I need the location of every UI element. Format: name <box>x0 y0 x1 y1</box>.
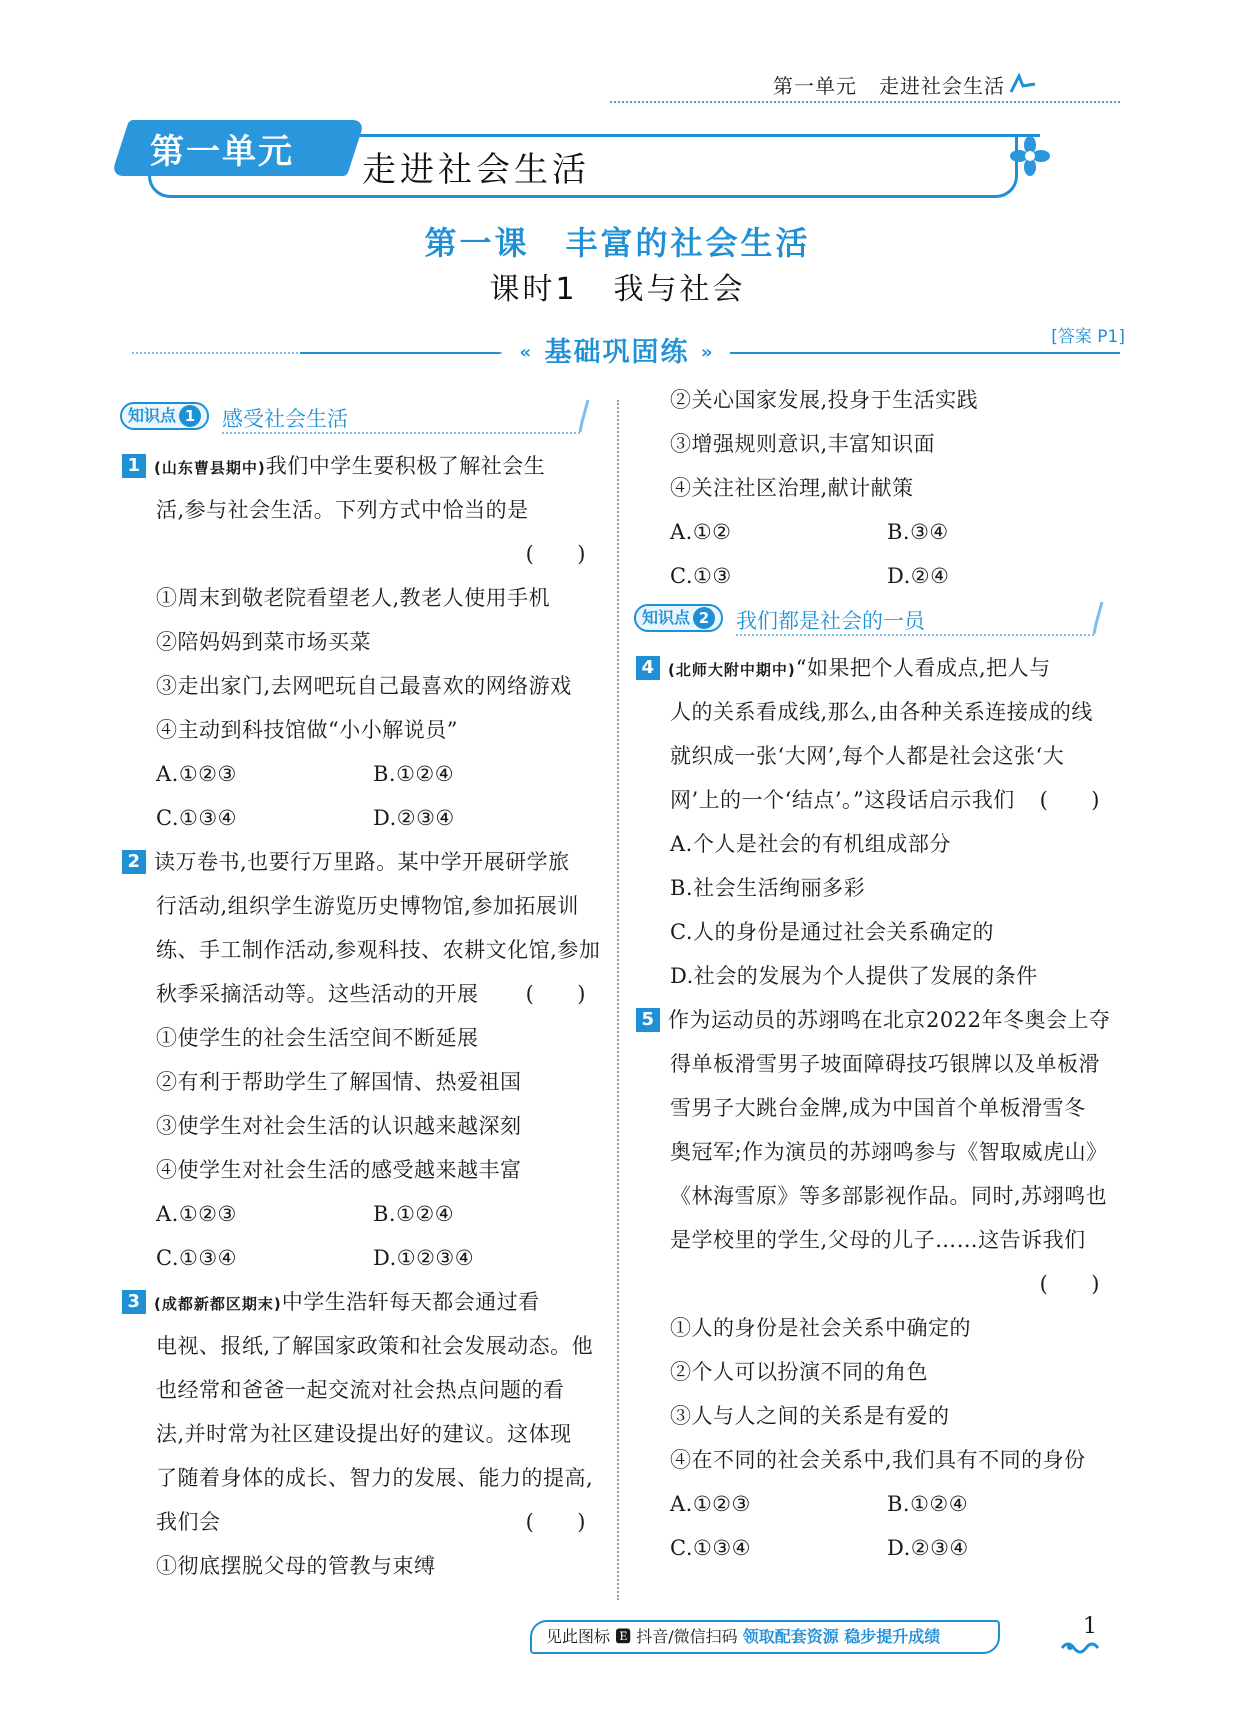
option-d[interactable]: D.①②③④ <box>373 1246 475 1270</box>
question-line: 就织成一张‘大网’,每个人都是社会这张‘大 <box>670 744 1065 768</box>
question-line: 练、手工制作活动,参观科技、农耕文化馆,参加 <box>156 938 601 962</box>
option-c[interactable]: C.①③④ <box>156 1246 237 1270</box>
answer-blank[interactable]: ( ) <box>1039 788 1100 812</box>
footer-promo[interactable] <box>530 1620 1000 1654</box>
question-line: 行活动,组织学生游览历史博物馆,参加拓展训 <box>156 894 579 918</box>
question-source: (成都新都区期末) <box>154 1295 282 1313</box>
knowledge-point-badge <box>120 402 209 430</box>
question-line <box>120 972 590 1016</box>
option-d[interactable]: D.②④ <box>887 564 950 588</box>
question-number: 2 <box>122 850 146 874</box>
statement-item: ③使学生对社会生活的认识越来越深刻 <box>156 1114 522 1138</box>
chevron-left-icon: « <box>519 342 534 363</box>
lesson-name: 丰富的社会生活 <box>565 224 811 262</box>
option-row <box>120 1192 590 1236</box>
option-row <box>634 510 1104 554</box>
running-head <box>773 70 1005 99</box>
question-text: 作为运动员的苏翊鸣在北京2022年冬奥会上夺 <box>668 1008 1111 1032</box>
unit-banner <box>120 120 1050 202</box>
answer-blank[interactable]: ( ) <box>525 1510 586 1534</box>
statement-item: ④使学生对社会生活的感受越来越丰富 <box>156 1158 522 1182</box>
running-head-unit: 第一单元 <box>773 74 857 98</box>
question-number: 5 <box>636 1008 660 1032</box>
option-a[interactable]: A.个人是社会的有机组成部分 <box>670 832 951 856</box>
statement-item: ②陪妈妈到菜市场买菜 <box>156 630 371 654</box>
question-line <box>634 778 1104 822</box>
question-2 <box>120 840 601 1280</box>
knowledge-point-number: 1 <box>179 405 201 427</box>
question-line <box>120 1500 590 1544</box>
question-text: 网’上的一个‘结点’。”这段话启示我们 <box>670 788 1015 812</box>
question-text: 读万卷书,也要行万里路。某中学开展研学旅 <box>154 850 570 874</box>
question-source: (山东曹县期中) <box>154 459 266 477</box>
statement-item: ③走出家门,去网吧玩自己最喜欢的网络游戏 <box>156 674 572 698</box>
wave-ornament-icon <box>1060 1638 1120 1654</box>
option-a[interactable]: A.①② <box>670 520 732 544</box>
option-b[interactable]: B.①②④ <box>887 1492 969 1516</box>
question-line: 法,并时常为社区建设提出好的建议。这体现 <box>156 1422 572 1446</box>
knowledge-point-badge <box>634 604 723 632</box>
flower-ornament-icon <box>1010 136 1050 176</box>
question-text: “如果把个人看成点,把人与 <box>795 656 1051 680</box>
answer-blank[interactable]: ( ) <box>525 982 586 1006</box>
knowledge-point-rule <box>222 432 580 434</box>
answer-reference: [答案 P1] <box>1051 327 1125 347</box>
statement-item: ①使学生的社会生活空间不断延展 <box>156 1026 479 1050</box>
running-head-rule <box>610 101 1120 103</box>
question-line: 也经常和爸爸一起交流对社会热点问题的看 <box>156 1378 565 1402</box>
option-d[interactable]: D.②③④ <box>887 1536 969 1560</box>
statement-item: ①周末到敬老院看望老人,教老人使用手机 <box>156 586 551 610</box>
question-number: 1 <box>122 454 146 478</box>
question-5 <box>634 998 1111 1570</box>
question-text: 中学生浩轩每天都会通过看 <box>281 1290 540 1314</box>
option-c[interactable]: C.①③ <box>670 564 732 588</box>
option-row <box>120 752 590 796</box>
option-b[interactable]: B.③④ <box>887 520 949 544</box>
question-line <box>634 998 1111 1042</box>
statement-item: ①人的身份是社会关系中确定的 <box>670 1316 971 1340</box>
option-d[interactable]: D.②③④ <box>373 806 455 830</box>
statement-item: ①彻底摆脱父母的管教与束缚 <box>156 1554 436 1578</box>
footer-prefix: 见此图标 <box>546 1627 611 1646</box>
unit-label: 第一单元 <box>150 132 294 172</box>
question-number: 4 <box>636 656 660 680</box>
option-c[interactable]: C.人的身份是通过社会关系确定的 <box>670 920 994 944</box>
section-title-text: 基础巩固练 <box>544 337 690 368</box>
period-number: 课时1 <box>489 272 578 307</box>
left-column <box>120 398 601 1588</box>
knowledge-point-1 <box>120 398 590 438</box>
knowledge-point-badge-label: 知识点 <box>642 608 691 627</box>
option-a[interactable]: A.①②③ <box>670 1492 751 1516</box>
knowledge-point-number: 2 <box>693 607 715 629</box>
question-line <box>120 840 590 884</box>
question-line: 人的关系看成线,那么,由各种关系连接成的线 <box>670 700 1093 724</box>
option-a[interactable]: A.①②③ <box>156 762 237 786</box>
footer-highlight: 领取配套资源 稳步提升成绩 <box>742 1627 941 1646</box>
option-c[interactable]: C.①③④ <box>156 806 237 830</box>
lesson-number: 第一课 <box>424 224 530 262</box>
question-line <box>120 444 590 488</box>
period-name: 我与社会 <box>613 272 746 307</box>
scan-code-icon: 🅴 <box>615 1627 632 1646</box>
statement-item: ④在不同的社会关系中,我们具有不同的身份 <box>670 1448 1086 1472</box>
option-a[interactable]: A.①②③ <box>156 1202 237 1226</box>
statement-item: ②有利于帮助学生了解国情、热爱祖国 <box>156 1070 522 1094</box>
option-c[interactable]: C.①③④ <box>670 1536 751 1560</box>
question-text: 秋季采摘活动等。这些活动的开展 <box>156 982 479 1006</box>
question-line: 雪男子大跳台金牌,成为中国首个单板滑雪冬 <box>670 1096 1086 1120</box>
question-line: 了随着身体的成长、智力的发展、能力的提高, <box>156 1466 594 1490</box>
question-line: 《林海雪原》等多部影视作品。同时,苏翊鸣也 <box>670 1184 1108 1208</box>
chevron-right-icon: » <box>700 342 715 363</box>
knowledge-point-title: 感受社会生活 <box>222 407 348 431</box>
statement-item: ②关心国家发展,投身于生活实践 <box>670 388 979 412</box>
option-row <box>634 1526 1104 1570</box>
question-3 <box>120 1280 594 1588</box>
question-text: 我们中学生要积极了解社会生 <box>265 454 546 478</box>
section-rule-left <box>300 352 500 354</box>
question-line: 活,参与社会生活。下列方式中恰当的是 <box>156 498 529 522</box>
question-number: 3 <box>122 1290 146 1314</box>
option-b[interactable]: B.①②④ <box>373 762 455 786</box>
answer-blank[interactable]: ( ) <box>1039 1272 1100 1296</box>
question-line <box>120 1280 590 1324</box>
section-rule-right <box>730 352 1120 354</box>
question-line: 得单板滑雪男子坡面障碍技巧银牌以及单板滑 <box>670 1052 1100 1076</box>
statement-item: ④主动到科技馆做“小小解说员” <box>156 718 458 742</box>
pen-icon <box>576 398 590 434</box>
knowledge-point-title: 我们都是社会的一员 <box>736 609 925 633</box>
question-text: 我们会 <box>156 1510 221 1534</box>
statement-item: ③增强规则意识,丰富知识面 <box>670 432 936 456</box>
knowledge-point-badge-label: 知识点 <box>128 406 177 425</box>
question-line: 奥冠军;作为演员的苏翊鸣参与《智取威虎山》 <box>670 1140 1108 1164</box>
period-title <box>0 264 1235 308</box>
question-source: (北师大附中期中) <box>668 661 796 679</box>
option-row <box>634 1482 1104 1526</box>
question-4 <box>634 646 1104 998</box>
option-row <box>120 796 590 840</box>
knowledge-point-2 <box>634 600 1104 640</box>
option-row <box>634 554 1104 598</box>
option-b[interactable]: B.①②④ <box>373 1202 455 1226</box>
unit-banner-frame-top <box>350 134 1040 137</box>
statement-item: ②个人可以扮演不同的角色 <box>670 1360 928 1384</box>
pencil-mark-icon <box>1009 72 1037 96</box>
question-line: 是学校里的学生,父母的儿子……这告诉我们 <box>670 1228 1086 1252</box>
answer-blank[interactable]: ( ) <box>525 542 586 566</box>
statement-item: ④关注社区治理,献计献策 <box>670 476 914 500</box>
unit-title: 走进社会生活 <box>362 150 590 190</box>
option-d[interactable]: D.社会的发展为个人提供了发展的条件 <box>670 964 1038 988</box>
option-b[interactable]: B.社会生活绚丽多彩 <box>670 876 866 900</box>
section-title <box>508 330 726 369</box>
column-divider <box>617 400 619 1600</box>
footer-middle: 抖音/微信扫码 <box>636 1627 738 1646</box>
option-row <box>120 1236 590 1280</box>
question-line <box>634 646 1104 690</box>
running-head-title: 走进社会生活 <box>879 74 1005 98</box>
pen-icon <box>1090 600 1104 636</box>
lesson-title <box>0 218 1235 264</box>
right-column <box>634 388 1111 1570</box>
statement-item: ③人与人之间的关系是有爱的 <box>670 1404 950 1428</box>
question-line: 电视、报纸,了解国家政策和社会发展动态。他 <box>156 1334 594 1358</box>
page-number: 1 <box>1083 1614 1097 1639</box>
question-1 <box>120 444 590 840</box>
knowledge-point-rule <box>736 634 1094 636</box>
